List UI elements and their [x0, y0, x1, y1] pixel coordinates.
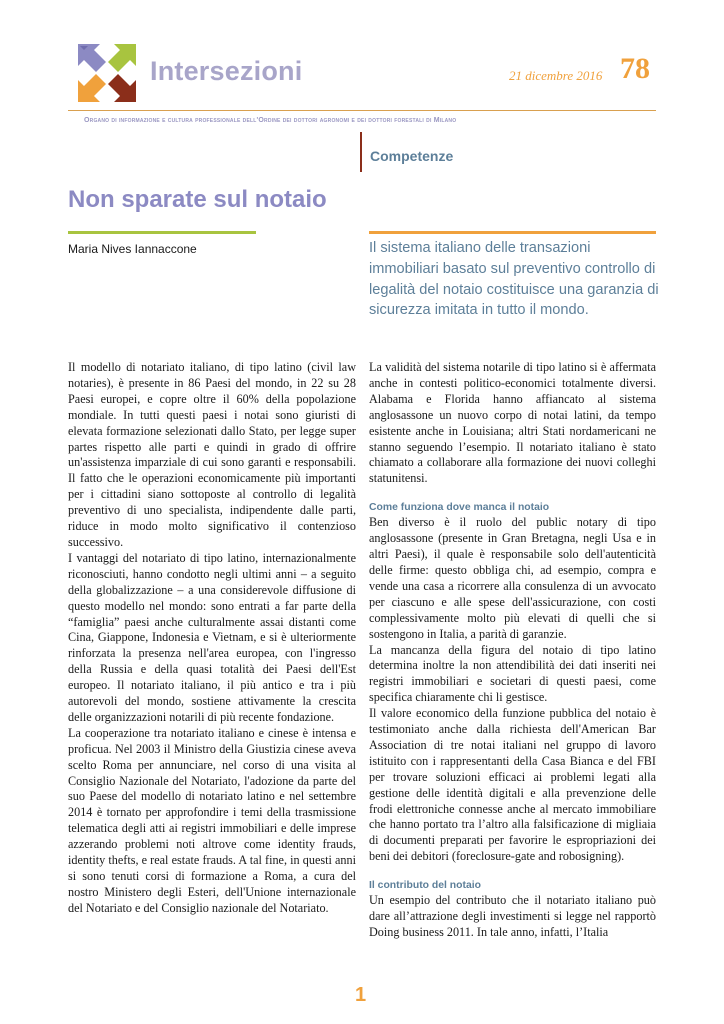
body-paragraph: La mancanza della figura del notaio di tipo latino determina inoltre la non attendibilità dei dati inseriti nei registri immobiliari e societari di questi paesi, come specifica chiaramente chi li gestisce. — [369, 642, 656, 705]
logo-arrow-bottom-right — [108, 74, 136, 102]
publication-tagline: Organo di informazione e cultura professionale dell'Ordine dei dottori agronomi e dei dottori forestali di Milano — [84, 117, 457, 124]
article-abstract: Il sistema italiano delle transazioni immobiliari basato sul preventivo controllo di legalità del notaio costituisce una garanzia di sicurezza imitata in tutto il mondo. — [369, 240, 659, 319]
body-paragraph: La cooperazione tra notariato italiano e cinese è intensa e proficua. Nel 2003 il Ministro della Giustizia cinese aveva scelto Roma per annunciare, nel corso di una visita al Consiglio Nazionale del Notariato, l'adozione da parte del suo Paese del modello di notariato latino e nel settembre 2014 è tornato per approfondire i temi della trasmissione telematica degli atti ai registri immobiliari e delle imprese azzerando problemi noti altrove come identity frauds, identity thefts, e real estate frauds. A tal fine, in questi anni si sono tenuti corsi di formazione a Roma, a cura del nostro Ministero degli Esteri, dell'Unione internazionale del Notariato e del Consiglio nazionale del Notariato. — [68, 725, 356, 915]
author-divider — [68, 231, 256, 234]
issue-date: 21 dicembre 2016 — [509, 68, 603, 83]
section-marker-bar — [360, 132, 362, 172]
page-number: 1 — [355, 984, 367, 1006]
logo-arrow-top-right — [108, 44, 136, 72]
body-paragraph: Un esempio del contributo che il notariato italiano può dare all’attrazione degli investimenti si legge nel rapportò Doing business 2011. In tale anno, infatti, l’Italia — [369, 893, 656, 939]
article-author: Maria Nives Iannaccone — [68, 242, 197, 256]
article-title: Non sparate sul notaio — [68, 186, 327, 213]
header-divider — [68, 110, 656, 111]
body-paragraph: Il valore economico della funzione pubblica del notaio è testimoniato anche dalla richiesta dell'American Bar Association di tre notai italiani nel gruppo di lavoro istituito con i rappresentanti della Casa Bianca e del FBI per trovare soluzioni efficaci ai problemi legati alla gestione delle identità digitali e alla prevenzione delle frodi elettroniche connesse anche al mercato immobiliare che hanno portato tra l’altro alla falsificazione di migliaia di documenti preparati per favorire le espropriazioni dei beni dei debitori (foreclosure-gate and robosigning). — [369, 706, 656, 864]
logo-arrow-top-left — [78, 44, 106, 72]
body-paragraph: I vantaggi del notariato di tipo latino, internazionalmente riconosciuti, hanno condotto negli ultimi anni – a seguito della globalizzazione – a una considerevole diffusione di questo modello nel mondo: sono entrati a far parte della “famiglia” paesi anche culturalmente assai distanti come Cina, Giappone, Indonesia e Vietnam, e si è ulteriormente rinforzata la presenza nell'area europea, con l'ingresso della Russia e della quasi totalità dei Paesi dell'Est europeo. Il notariato italiano, il più antico e tra i più autorevoli del mondo, sostiene attivamente la crescita delle organizzazioni notarili di più recente fondazione. — [68, 550, 356, 724]
abstract-divider — [369, 231, 656, 234]
logo-arrow-bottom-left — [78, 74, 106, 102]
brand-name: Intersezioni — [150, 56, 303, 86]
article-column-right — [369, 360, 656, 941]
article-column-left — [68, 360, 356, 917]
intersezioni-logo — [74, 40, 140, 106]
body-paragraph: Ben diverso è il ruolo del public notary di tipo anglosassone (presente in Gran Bretagna, negli Usa e in altri Paesi), il quale è responsabile solo dell'autenticità delle firme: questo obbliga chi, ad esempio, compra e vende una casa a ricorrere alla consulenza di un avvocato per ciascuno e alle spese dell'assicurazione, con costi complessivamente molto più elevati di quelli che si sostengono in Italia, a parità di garanzie. — [369, 515, 656, 641]
section-label: Competenze — [370, 148, 454, 164]
body-paragraph: Il modello di notariato italiano, di tipo latino (civil law notaries), è presente in 86 Paesi del mondo, in 22 su 28 Paesi europei, e copre oltre il 60% della popolazione mondiale. In tutti questi paesi i notai sono giuristi di elevata formazione selezionati dallo Stato, per legge super partes rispetto alle parti e quindi in grado di offrire un'assistenza imparziale di cui sono garanti e responsabili. Il fatto che le operazioni economicamente più importanti per i cittadini siano sottoposte al controllo di legalità preventivo di uno specialista, indipendente dalle parti, riduce in modo molto significativo il contenzioso successivo. — [68, 360, 356, 549]
subheading: Il contributo del notaio — [369, 880, 481, 892]
subheading: Come funziona dove manca il notaio — [369, 502, 550, 514]
body-paragraph: La validità del sistema notarile di tipo latino si è affermata anche in contesti politico-economici totalmente diversi. Alabama e Florida hanno affiancato al sistema anglosassone un nuovo corpo di notai latini, da tempo esistente anche in Louisiana; altri Stati nordamericani ne stanno seguendo l’esempio. Il notariato italiano è stato chiamato a collaborare alla formazione dei nuovi colleghi statunitensi. — [369, 360, 656, 486]
issue-number: 78 — [620, 52, 650, 85]
